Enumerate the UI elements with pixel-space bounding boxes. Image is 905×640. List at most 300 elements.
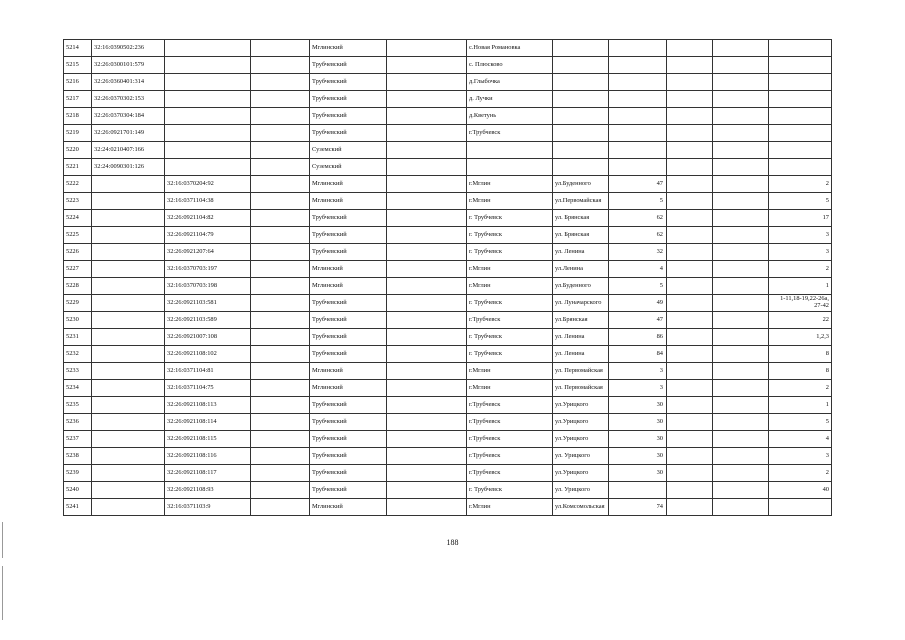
table-cell: 5224 — [64, 210, 92, 227]
table-cell — [251, 295, 310, 312]
table-cell: 84 — [609, 346, 667, 363]
table-cell: Трубчевский — [310, 295, 387, 312]
table-cell — [165, 57, 251, 74]
table-cell: г. Трубчевск — [467, 244, 553, 261]
table-row — [64, 380, 832, 397]
table-cell — [387, 414, 467, 431]
table-cell: г. Трубчевск — [467, 346, 553, 363]
table-cell: 32:16:0370204:92 — [165, 176, 251, 193]
table-cell — [713, 448, 769, 465]
table-cell — [667, 414, 713, 431]
table-cell — [667, 227, 713, 244]
table-cell: г.Мглин — [467, 261, 553, 278]
table-cell: г.Трубчевск — [467, 414, 553, 431]
table-cell — [609, 108, 667, 125]
table-cell — [769, 40, 832, 57]
table-cell — [713, 431, 769, 448]
table-cell — [667, 465, 713, 482]
table-cell — [251, 431, 310, 448]
table-cell: 5218 — [64, 108, 92, 125]
table-cell: 5241 — [64, 499, 92, 516]
table-cell: 32:24:0210407:166 — [92, 142, 165, 159]
table-cell: 32:26:0370304:184 — [92, 108, 165, 125]
table-cell: Трубчевский — [310, 227, 387, 244]
table-cell: 1 — [769, 278, 832, 295]
table-cell — [251, 108, 310, 125]
table-cell: г. Трубчевск — [467, 482, 553, 499]
table-cell: 32:16:0371103:9 — [165, 499, 251, 516]
table-cell: Трубчевский — [310, 397, 387, 414]
table-cell: Трубчевский — [310, 125, 387, 142]
table-cell — [251, 142, 310, 159]
table-cell — [553, 108, 609, 125]
table-cell: 3 — [769, 244, 832, 261]
table-cell: 5239 — [64, 465, 92, 482]
table-row — [64, 176, 832, 193]
table-cell — [609, 91, 667, 108]
table-cell — [92, 193, 165, 210]
table-cell: 3 — [609, 363, 667, 380]
table-cell — [667, 278, 713, 295]
table-row — [64, 210, 832, 227]
table-cell: Трубчевский — [310, 57, 387, 74]
table-cell — [387, 193, 467, 210]
table-cell: 32:24:0090301:126 — [92, 159, 165, 176]
table-cell: 32:16:0390502:236 — [92, 40, 165, 57]
table-cell — [251, 380, 310, 397]
table-cell: с. Плюсково — [467, 57, 553, 74]
table-cell: Мглинский — [310, 261, 387, 278]
table-cell — [667, 74, 713, 91]
table-cell — [165, 142, 251, 159]
table-cell: 8 — [769, 363, 832, 380]
table-cell — [251, 278, 310, 295]
table-cell — [713, 125, 769, 142]
table-cell: 2 — [769, 380, 832, 397]
table-row — [64, 312, 832, 329]
table-cell — [92, 278, 165, 295]
table-cell: 3 — [769, 227, 832, 244]
table-cell: 86 — [609, 329, 667, 346]
table-cell: 5216 — [64, 74, 92, 91]
table-cell: 5230 — [64, 312, 92, 329]
table-cell — [713, 244, 769, 261]
table-cell — [387, 431, 467, 448]
table-body — [64, 40, 832, 516]
table-cell — [713, 227, 769, 244]
table-cell — [387, 329, 467, 346]
table-cell: 32:16:0371104:75 — [165, 380, 251, 397]
table-cell: 4 — [769, 431, 832, 448]
table-cell: 3 — [609, 380, 667, 397]
table-cell: 32:26:0921108:115 — [165, 431, 251, 448]
table-cell — [387, 159, 467, 176]
table-cell: 32 — [609, 244, 667, 261]
table-cell — [92, 329, 165, 346]
table-cell — [609, 40, 667, 57]
table-cell — [713, 40, 769, 57]
table-cell: Трубчевский — [310, 210, 387, 227]
table-cell — [667, 176, 713, 193]
table-cell — [769, 74, 832, 91]
table-cell: 62 — [609, 227, 667, 244]
table-row — [64, 346, 832, 363]
table-cell: 32:16:0370703:197 — [165, 261, 251, 278]
table-cell — [769, 91, 832, 108]
table-cell: 74 — [609, 499, 667, 516]
table-cell: 32:26:0921103:581 — [165, 295, 251, 312]
table-cell: ул. Ленина — [553, 329, 609, 346]
table-cell — [667, 499, 713, 516]
table-cell: г.Мглин — [467, 278, 553, 295]
table-row — [64, 448, 832, 465]
table-cell — [609, 125, 667, 142]
table-row — [64, 499, 832, 516]
table-cell: 1-11,18-19,22-26а, 27-42 — [769, 295, 832, 312]
table-cell — [667, 159, 713, 176]
table-cell: 5229 — [64, 295, 92, 312]
table-cell — [713, 499, 769, 516]
table-row — [64, 142, 832, 159]
table-cell: ул. Луначарского — [553, 295, 609, 312]
data-table — [63, 39, 832, 516]
table-cell — [387, 108, 467, 125]
table-cell — [165, 159, 251, 176]
table-row — [64, 91, 832, 108]
table-cell — [251, 363, 310, 380]
table-cell — [713, 278, 769, 295]
table-cell — [92, 448, 165, 465]
table-cell: г. Трубчевск — [467, 329, 553, 346]
table-cell — [713, 482, 769, 499]
table-cell — [667, 108, 713, 125]
table-cell — [387, 346, 467, 363]
table-cell — [251, 312, 310, 329]
table-cell: г. Трубчевск — [467, 227, 553, 244]
table-cell — [251, 499, 310, 516]
table-cell: 32:26:0921108:93 — [165, 482, 251, 499]
table-cell: ул.Буденного — [553, 278, 609, 295]
table-cell — [667, 210, 713, 227]
table-row — [64, 261, 832, 278]
table-cell — [667, 193, 713, 210]
table-cell: Трубчевский — [310, 431, 387, 448]
table-cell: ул.Урицкого — [553, 431, 609, 448]
table-cell — [165, 91, 251, 108]
table-cell: 2 — [769, 261, 832, 278]
table-cell — [667, 125, 713, 142]
table-cell — [667, 244, 713, 261]
table-cell: ул. Первомайская — [553, 363, 609, 380]
table-cell — [92, 261, 165, 278]
table-cell: 5233 — [64, 363, 92, 380]
table-cell — [387, 125, 467, 142]
table-cell: 32:26:0921104:82 — [165, 210, 251, 227]
table-cell — [713, 312, 769, 329]
table-cell: Мглинский — [310, 193, 387, 210]
table-cell — [713, 465, 769, 482]
table-cell: 5235 — [64, 397, 92, 414]
table-cell: Суземский — [310, 142, 387, 159]
table-cell — [251, 227, 310, 244]
table-cell: д.Глыбочка — [467, 74, 553, 91]
table-cell — [667, 482, 713, 499]
table-row — [64, 278, 832, 295]
table-cell — [92, 363, 165, 380]
table-cell — [769, 57, 832, 74]
table-cell: г. Трубчевск — [467, 210, 553, 227]
table-cell — [713, 346, 769, 363]
table-cell: Трубчевский — [310, 74, 387, 91]
table-cell: Трубчевский — [310, 465, 387, 482]
table-cell — [467, 142, 553, 159]
table-row — [64, 125, 832, 142]
table-cell: 5214 — [64, 40, 92, 57]
table-cell — [251, 176, 310, 193]
table-cell — [713, 193, 769, 210]
table-cell — [251, 40, 310, 57]
table-cell: г.Мглин — [467, 193, 553, 210]
table-cell: 5219 — [64, 125, 92, 142]
table-cell: ул.Брянская — [553, 312, 609, 329]
table-cell: 32:16:0371104:38 — [165, 193, 251, 210]
table-cell: г.Мглин — [467, 176, 553, 193]
table-cell — [387, 397, 467, 414]
table-cell — [251, 159, 310, 176]
table-cell — [667, 397, 713, 414]
table-cell: Трубчевский — [310, 108, 387, 125]
table-cell — [92, 380, 165, 397]
table-cell — [92, 295, 165, 312]
table-cell: ул.Первомайская — [553, 193, 609, 210]
table-cell: 32:26:0360401:314 — [92, 74, 165, 91]
table-cell — [387, 176, 467, 193]
table-cell: Трубчевский — [310, 346, 387, 363]
table-row — [64, 74, 832, 91]
table-cell — [713, 329, 769, 346]
table-cell: 5222 — [64, 176, 92, 193]
table-cell: 32:26:0921103:589 — [165, 312, 251, 329]
table-cell: 32:26:0921108:113 — [165, 397, 251, 414]
table-cell — [387, 91, 467, 108]
table-cell: ул. Брянская — [553, 210, 609, 227]
table-cell: 49 — [609, 295, 667, 312]
table-cell: ул. Брянская — [553, 227, 609, 244]
table-cell — [667, 91, 713, 108]
table-cell: 3 — [769, 448, 832, 465]
table-cell: 30 — [609, 414, 667, 431]
table-cell — [667, 142, 713, 159]
table-cell: 5227 — [64, 261, 92, 278]
table-cell — [387, 57, 467, 74]
table-cell — [553, 57, 609, 74]
table-cell: 5223 — [64, 193, 92, 210]
table-cell — [713, 176, 769, 193]
table-cell: Трубчевский — [310, 414, 387, 431]
table-cell — [713, 414, 769, 431]
table-cell: 40 — [769, 482, 832, 499]
table-cell — [251, 125, 310, 142]
table-row — [64, 363, 832, 380]
table-cell — [387, 499, 467, 516]
table-cell — [713, 397, 769, 414]
table-cell — [667, 57, 713, 74]
table-cell — [92, 346, 165, 363]
table-cell: г. Трубчевск — [467, 295, 553, 312]
table-cell — [387, 312, 467, 329]
table-cell: Трубчевский — [310, 244, 387, 261]
table-cell: 5 — [769, 193, 832, 210]
margin-mark — [2, 522, 3, 558]
table-cell: 8 — [769, 346, 832, 363]
table-cell: 30 — [609, 397, 667, 414]
margin-mark — [2, 566, 3, 620]
table-cell — [387, 261, 467, 278]
table-cell: 5236 — [64, 414, 92, 431]
table-cell: 32:26:0921207:64 — [165, 244, 251, 261]
table-cell — [667, 346, 713, 363]
table-cell: 32:26:0921007:108 — [165, 329, 251, 346]
table-cell: ул.Урицкого — [553, 414, 609, 431]
table-cell: г.Трубчевск — [467, 312, 553, 329]
table-cell — [387, 40, 467, 57]
table-row — [64, 40, 832, 57]
table-cell — [713, 159, 769, 176]
table-cell — [387, 380, 467, 397]
table-cell — [713, 295, 769, 312]
table-cell: 30 — [609, 431, 667, 448]
table-cell — [92, 482, 165, 499]
table-cell — [769, 125, 832, 142]
table-cell: д. Лучки — [467, 91, 553, 108]
table-cell: ул. Урицкого — [553, 448, 609, 465]
table-cell: Мглинский — [310, 176, 387, 193]
table-cell: ул.Урицкого — [553, 465, 609, 482]
table-cell: 32:26:0370302:153 — [92, 91, 165, 108]
table-cell — [92, 499, 165, 516]
table-cell: 5237 — [64, 431, 92, 448]
table-row — [64, 329, 832, 346]
table-cell: 32:26:0921104:79 — [165, 227, 251, 244]
table-cell: Трубчевский — [310, 329, 387, 346]
table-cell: 30 — [609, 448, 667, 465]
table-cell — [92, 176, 165, 193]
table-cell — [713, 210, 769, 227]
table-cell: 30 — [609, 465, 667, 482]
table-cell — [667, 363, 713, 380]
table-cell: 5217 — [64, 91, 92, 108]
table-cell: 17 — [769, 210, 832, 227]
table-cell: 5240 — [64, 482, 92, 499]
table-cell — [713, 108, 769, 125]
table-cell — [387, 482, 467, 499]
table-cell — [387, 363, 467, 380]
table-cell: 5 — [609, 193, 667, 210]
table-cell: 5232 — [64, 346, 92, 363]
table-cell: 5231 — [64, 329, 92, 346]
table-row — [64, 431, 832, 448]
table-cell — [609, 74, 667, 91]
table-cell: 2 — [769, 465, 832, 482]
table-cell — [92, 312, 165, 329]
table-cell: 1 — [769, 397, 832, 414]
table-cell — [609, 142, 667, 159]
table-cell: г.Трубчевск — [467, 397, 553, 414]
table-cell — [769, 159, 832, 176]
table-cell — [667, 40, 713, 57]
table-cell: 32:16:0370703:198 — [165, 278, 251, 295]
table-cell — [467, 159, 553, 176]
table-cell — [609, 482, 667, 499]
table-cell: 47 — [609, 176, 667, 193]
table-cell — [553, 91, 609, 108]
table-cell: 5238 — [64, 448, 92, 465]
table-cell — [387, 278, 467, 295]
table-cell — [387, 142, 467, 159]
table-cell: Трубчевский — [310, 482, 387, 499]
table-cell — [251, 346, 310, 363]
table-cell: г.Мглин — [467, 380, 553, 397]
table-cell — [92, 465, 165, 482]
table-cell: 5221 — [64, 159, 92, 176]
table-cell — [251, 210, 310, 227]
table-cell — [609, 159, 667, 176]
table-cell: г.Мглин — [467, 363, 553, 380]
table-cell: г.Мглин — [467, 499, 553, 516]
table-cell: 32:26:0921701:149 — [92, 125, 165, 142]
table-cell — [251, 329, 310, 346]
table-cell: ул.Комсомольская — [553, 499, 609, 516]
table-row — [64, 244, 832, 261]
table-cell: Мглинский — [310, 40, 387, 57]
table-cell — [667, 431, 713, 448]
table-cell — [387, 210, 467, 227]
table-cell — [769, 108, 832, 125]
table-cell — [713, 363, 769, 380]
table-row — [64, 159, 832, 176]
table-cell — [769, 499, 832, 516]
table-cell: 5225 — [64, 227, 92, 244]
table-cell — [92, 397, 165, 414]
table-cell — [667, 261, 713, 278]
table-cell — [251, 193, 310, 210]
table-cell: г.Трубчевск — [467, 448, 553, 465]
table-cell — [667, 295, 713, 312]
table-cell: 5228 — [64, 278, 92, 295]
table-cell — [553, 142, 609, 159]
table-cell — [165, 40, 251, 57]
table-cell: Мглинский — [310, 499, 387, 516]
table-cell — [251, 261, 310, 278]
table-cell: ул.Урицкого — [553, 397, 609, 414]
table-row — [64, 295, 832, 312]
table-cell — [553, 159, 609, 176]
table-cell — [92, 244, 165, 261]
table-cell — [713, 380, 769, 397]
table-cell — [251, 57, 310, 74]
table-cell — [713, 91, 769, 108]
table-cell: 62 — [609, 210, 667, 227]
table-cell — [667, 380, 713, 397]
table-cell: 5234 — [64, 380, 92, 397]
table-cell: 32:26:0921108:116 — [165, 448, 251, 465]
table-cell — [251, 91, 310, 108]
table-cell — [769, 142, 832, 159]
table-cell — [251, 482, 310, 499]
table-cell: Трубчевский — [310, 91, 387, 108]
table-cell: 4 — [609, 261, 667, 278]
table-cell: 32:26:0921108:102 — [165, 346, 251, 363]
